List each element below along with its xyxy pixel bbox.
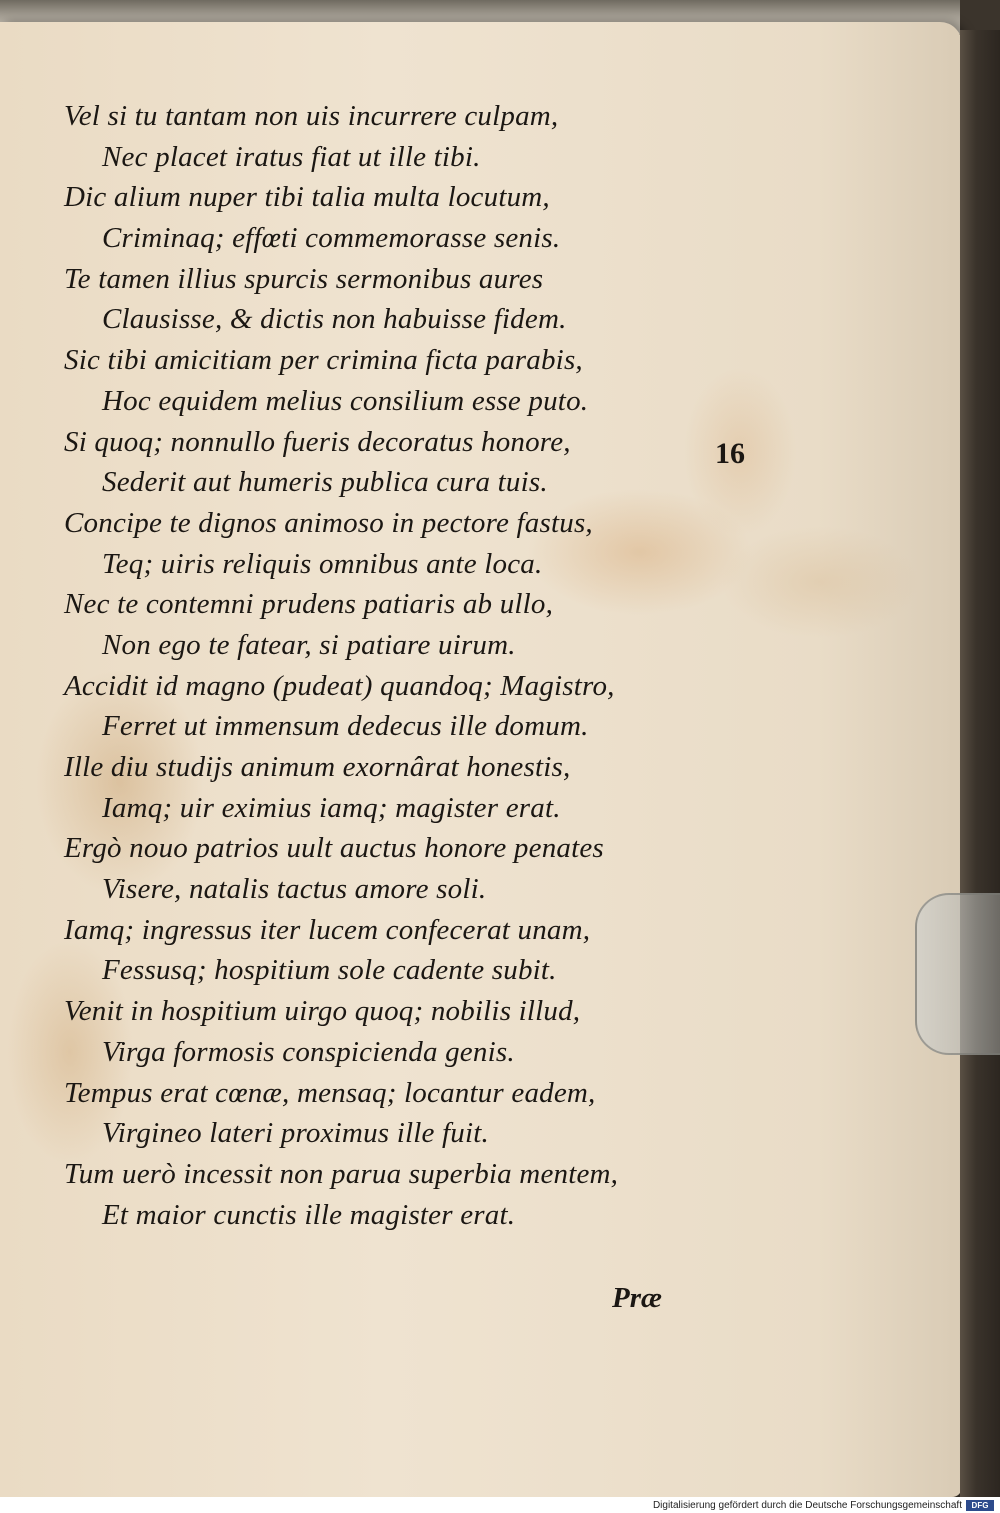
- catchword: Præ: [612, 1282, 662, 1314]
- dfg-logo-icon: DFG: [966, 1500, 994, 1511]
- footer-credit: Digitalisierung gefördert durch die Deutsche Forschungsgemeinschaft: [652, 1500, 962, 1511]
- hexameter-line: Nec te contemni prudens patiaris ab ullo,: [64, 588, 554, 621]
- hexameter-line: Te tamen illius spurcis sermonibus aures: [64, 262, 544, 295]
- pentameter-line: Clausisse, & dictis non habuisse fidem.: [102, 303, 567, 336]
- pentameter-line: Sederit aut humeris publica cura tuis.: [102, 466, 548, 499]
- page-clip: [915, 893, 1000, 1055]
- hexameter-line: Tum uerò incessit non parua superbia mentem,: [64, 1157, 619, 1190]
- hexameter-line: Venit in hospitium uirgo quoq; nobilis illud,: [64, 995, 581, 1028]
- pentameter-line: Hoc equidem melius consilium esse puto.: [102, 384, 589, 417]
- hexameter-line: Ille diu studijs animum exornârat honestis,: [64, 751, 571, 783]
- hexameter-line: Iamq; ingressus iter lucem confecerat unam,: [64, 913, 591, 946]
- pentameter-line: Virga formosis conspicienda genis.: [102, 1035, 515, 1068]
- hexameter-line: Sic tibi amicitiam per crimina ficta parabis,: [64, 344, 583, 377]
- hexameter-line: Ergò nouo patrios uult auctus honore penates: [64, 832, 604, 865]
- hexameter-line: Dic alium nuper tibi talia multa locutum,: [64, 181, 550, 214]
- hexameter-line: Tempus erat cœnæ, mensaq; locantur eadem,: [64, 1076, 596, 1109]
- hexameter-line: Accidit id magno (pudeat) quandoq; Magistro,: [64, 669, 615, 702]
- hexameter-line: Si quoq; nonnullo fueris decoratus honore,: [64, 425, 571, 458]
- book-page: [0, 22, 962, 1497]
- pentameter-line: Et maior cunctis ille magister erat.: [102, 1198, 516, 1231]
- pentameter-line: Non ego te fatear, si patiare uirum.: [102, 628, 516, 661]
- pentameter-line: Fessusq; hospitium sole cadente subit.: [102, 954, 557, 987]
- pentameter-line: Ferret ut immensum dedecus ille domum.: [102, 710, 589, 743]
- hexameter-line: Vel si tu tantam non uis incurrere culpam,: [64, 100, 559, 132]
- fore-edge: [960, 30, 1000, 1497]
- pentameter-line: Iamq; uir eximius iamq; magister erat.: [102, 791, 561, 824]
- pentameter-line: Nec placet iratus fiat ut ille tibi.: [102, 140, 481, 173]
- pentameter-line: Virgineo lateri proximus ille fuit.: [102, 1117, 489, 1150]
- verse-text-block: [60, 96, 760, 1235]
- pentameter-line: Criminaq; effœti commemorasse senis.: [102, 222, 561, 255]
- folio-number: 16: [715, 437, 745, 470]
- pentameter-line: Visere, natalis tactus amore soli.: [102, 873, 487, 906]
- hexameter-line: Concipe te dignos animoso in pectore fastus,: [64, 506, 593, 539]
- pentameter-line: Teq; uiris reliquis omnibus ante loca.: [102, 547, 543, 580]
